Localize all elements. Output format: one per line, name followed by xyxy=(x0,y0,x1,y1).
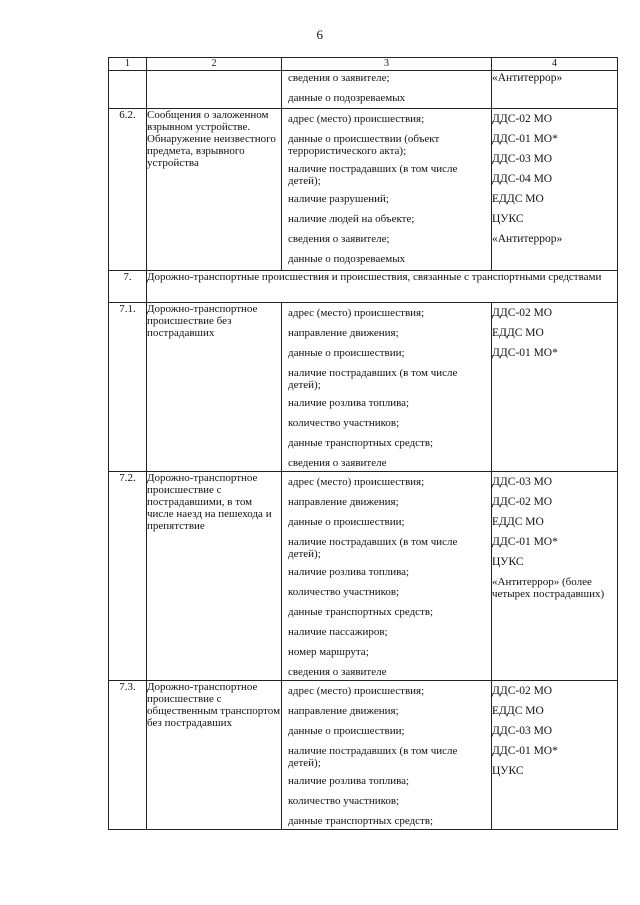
detail-item: наличие розлива топлива; xyxy=(288,566,410,578)
column-number-2: 2 xyxy=(147,58,282,71)
service-item: ЕДДС МО xyxy=(492,705,544,717)
detail-item: сведения о заявителе xyxy=(288,666,387,678)
service-item: ЦУКС xyxy=(492,765,524,777)
service-item: ДДС-02 МО xyxy=(492,113,553,125)
column-number-3: 3 xyxy=(282,58,492,71)
detail-item: данные транспортных средств; xyxy=(288,437,434,449)
row-description: Дорожно-транспортное происшествие с пострадавшими, в том числе наезд на пешехода и препятствие xyxy=(147,472,282,681)
service-item: ДДС-03 МО xyxy=(492,153,553,165)
detail-item: количество участников; xyxy=(288,417,400,429)
row-services xyxy=(492,303,618,472)
row-number: 7.2. xyxy=(109,472,147,681)
table-row xyxy=(109,109,618,271)
service-item: ДДС-01 МО* xyxy=(492,347,558,359)
service-item: «Антитеррор» (более четырех пострадавших) xyxy=(492,576,605,600)
detail-item: номер маршрута; xyxy=(288,646,369,658)
continuation-num-cell xyxy=(109,71,147,109)
detail-item: данные транспортных средств; xyxy=(288,606,434,618)
detail-item: наличие людей на объекте; xyxy=(288,213,415,225)
detail-item: количество участников; xyxy=(288,586,400,598)
service-item: «Антитеррор» xyxy=(492,233,563,245)
table-row xyxy=(109,472,618,681)
row-description: Сообщения о заложенном взрывном устройстве. Обнаружение неизвестного предмета, взрывного устройства xyxy=(147,109,282,271)
detail-item: данные о подозреваемых xyxy=(288,253,406,265)
section-row xyxy=(109,271,618,303)
detail-item: сведения о заявителе xyxy=(288,457,387,469)
service-item: ДДС-02 МО xyxy=(492,496,553,508)
detail-item: наличие пассажиров; xyxy=(288,626,388,638)
detail-item: наличие розлива топлива; xyxy=(288,397,410,409)
detail-item: данные о происшествии; xyxy=(288,347,405,359)
row-details xyxy=(282,472,492,681)
detail-item: наличие розлива топлива; xyxy=(288,775,410,787)
detail-item: данные о происшествии; xyxy=(288,516,405,528)
detail-item: количество участников; xyxy=(288,795,400,807)
service-item: ЕДДС МО xyxy=(492,516,544,528)
service-item: «Антитеррор» xyxy=(492,72,563,84)
page-number: 6 xyxy=(316,27,324,42)
section-number: 7. xyxy=(109,271,147,303)
row-description: Дорожно-транспортное происшествие с общественным транспортом без пострадавших xyxy=(147,681,282,830)
row-number: 6.2. xyxy=(109,109,147,271)
detail-item: адрес (место) происшествия; xyxy=(288,113,425,125)
service-item: ДДС-03 МО xyxy=(492,476,553,488)
detail-item: наличие пострадавших (в том числе детей); xyxy=(288,745,458,769)
detail-item: сведения о заявителе; xyxy=(288,233,390,245)
service-item: ЕДДС МО xyxy=(492,193,544,205)
row-details xyxy=(282,303,492,472)
column-number-row xyxy=(109,58,618,71)
table-row xyxy=(109,681,618,830)
service-item: ЕДДС МО xyxy=(492,327,544,339)
service-item: ДДС-03 МО xyxy=(492,725,553,737)
service-item: ДДС-02 МО xyxy=(492,307,553,319)
detail-item: адрес (место) происшествия; xyxy=(288,307,425,319)
detail-item: адрес (место) происшествия; xyxy=(288,476,425,488)
detail-item: данные о подозреваемых xyxy=(288,92,406,104)
row-services xyxy=(492,109,618,271)
continuation-details xyxy=(282,71,492,109)
service-item: ДДС-04 МО xyxy=(492,173,553,185)
section-title: Дорожно-транспортные происшествия и происшествия, связанные с транспортными средствами xyxy=(147,271,618,303)
detail-item: адрес (место) происшествия; xyxy=(288,685,425,697)
detail-item: направление движения; xyxy=(288,496,399,508)
detail-item: наличие разрушений; xyxy=(288,193,389,205)
detail-item: направление движения; xyxy=(288,327,399,339)
row-services xyxy=(492,681,618,830)
service-item: ЦУКС xyxy=(492,213,524,225)
detail-item: сведения о заявителе; xyxy=(288,72,390,84)
table-row xyxy=(109,303,618,472)
continuation-services xyxy=(492,71,618,109)
detail-item: наличие пострадавших (в том числе детей); xyxy=(288,367,458,391)
row-details xyxy=(282,681,492,830)
row-number: 7.3. xyxy=(109,681,147,830)
row-details xyxy=(282,109,492,271)
continuation-desc-cell xyxy=(147,71,282,109)
detail-item: данные о происшествии (объект террористического акта); xyxy=(288,133,440,157)
column-number-1: 1 xyxy=(109,58,147,71)
continuation-row xyxy=(109,71,618,109)
detail-item: наличие пострадавших (в том числе детей); xyxy=(288,163,458,187)
services-table xyxy=(108,57,618,830)
detail-item: наличие пострадавших (в том числе детей); xyxy=(288,536,458,560)
service-item: ДДС-02 МО xyxy=(492,685,553,697)
detail-item: данные о происшествии; xyxy=(288,725,405,737)
column-number-4: 4 xyxy=(492,58,618,71)
row-services xyxy=(492,472,618,681)
service-item: ЦУКС xyxy=(492,556,524,568)
detail-item: направление движения; xyxy=(288,705,399,717)
service-item: ДДС-01 МО* xyxy=(492,133,558,145)
row-description: Дорожно-транспортное происшествие без пострадавших xyxy=(147,303,282,472)
service-item: ДДС-01 МО* xyxy=(492,536,558,548)
service-item: ДДС-01 МО* xyxy=(492,745,558,757)
row-number: 7.1. xyxy=(109,303,147,472)
detail-item: данные транспортных средств; xyxy=(288,815,434,827)
